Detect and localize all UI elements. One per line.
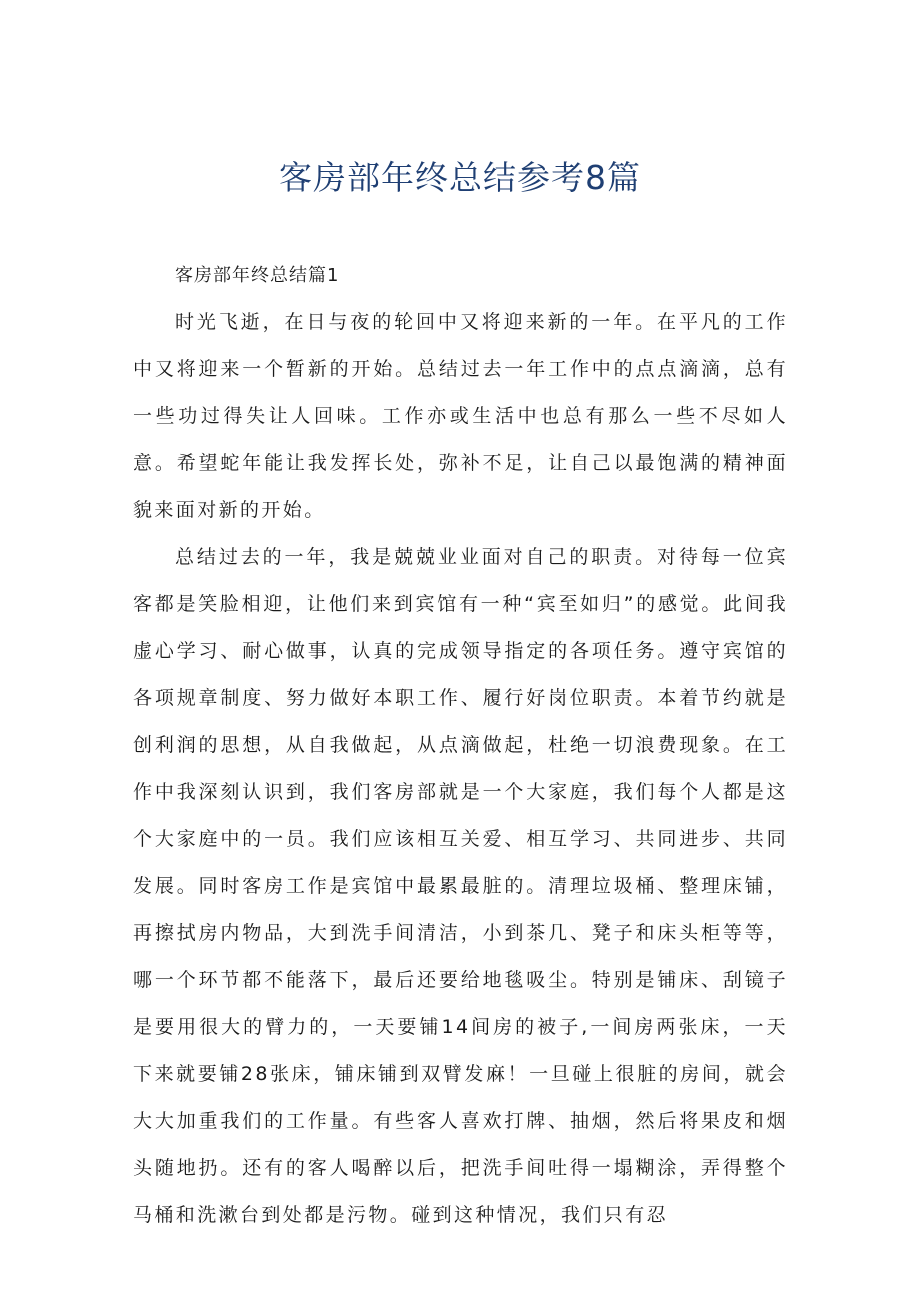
paragraph-1: 时光飞逝，在日与夜的轮回中又将迎来新的一年。在平凡的工作中又将迎来一个暂新的开始。总结过去一年工作中的点点滴滴，总有一些功过得失让人回味。工作亦或生活中也总有那么一些不尽如人意。希望蛇年能让我发挥长处，弥补不足，让自己以最饱满的精神面貌来面对新的开始。 [133,311,788,521]
paragraph-2: 总结过去的一年，我是兢兢业业面对自己的职责。对待每一位宾客都是笑脸相迎，让他们来到宾馆有一种“宾至如归”的感觉。此间我虚心学习、耐心做事，认真的完成领导指定的各项任务。遵守宾馆的各项规章制度、努力做好本职工作、履行好岗位职责。本着节约就是创利润的思想，从自我做起，从点滴做起，杜绝一切浪费现象。在工作中我深刻认识到，我们客房部就是一个大家庭，我们每个人都是这个大家庭中的一员。我们应该相互关爱、相互学习、共同进步、共同发展。同时客房工作是宾馆中最累最脏的。清理垃圾桶、整理床铺，再擦拭房内物品，大到洗手间清洁，小到茶几、凳子和床头柜等等，哪一个环节都不能落下，最后还要给地毯吸尘。特别是铺床、刮镜子是要用很大的臂力的，一天要铺14间房的被子,一间房两张床，一天下来就要铺28张床，铺床铺到双臂发麻！一旦碰上很脏的房间，就会大大加重我们的工作量。有些客人喜欢打牌、抽烟，然后将果皮和烟头随地扔。还有的客人喝醉以后，把洗手间吐得一塌糊涂，弄得整个马桶和洗漱台到处都是污物。碰到这种情况，我们只有忍 [133,546,788,1226]
document-body [133,252,788,1239]
document-title: 客房部年终总结参考8篇 [279,158,641,197]
section-heading: 客房部年终总结篇1 [175,265,340,286]
